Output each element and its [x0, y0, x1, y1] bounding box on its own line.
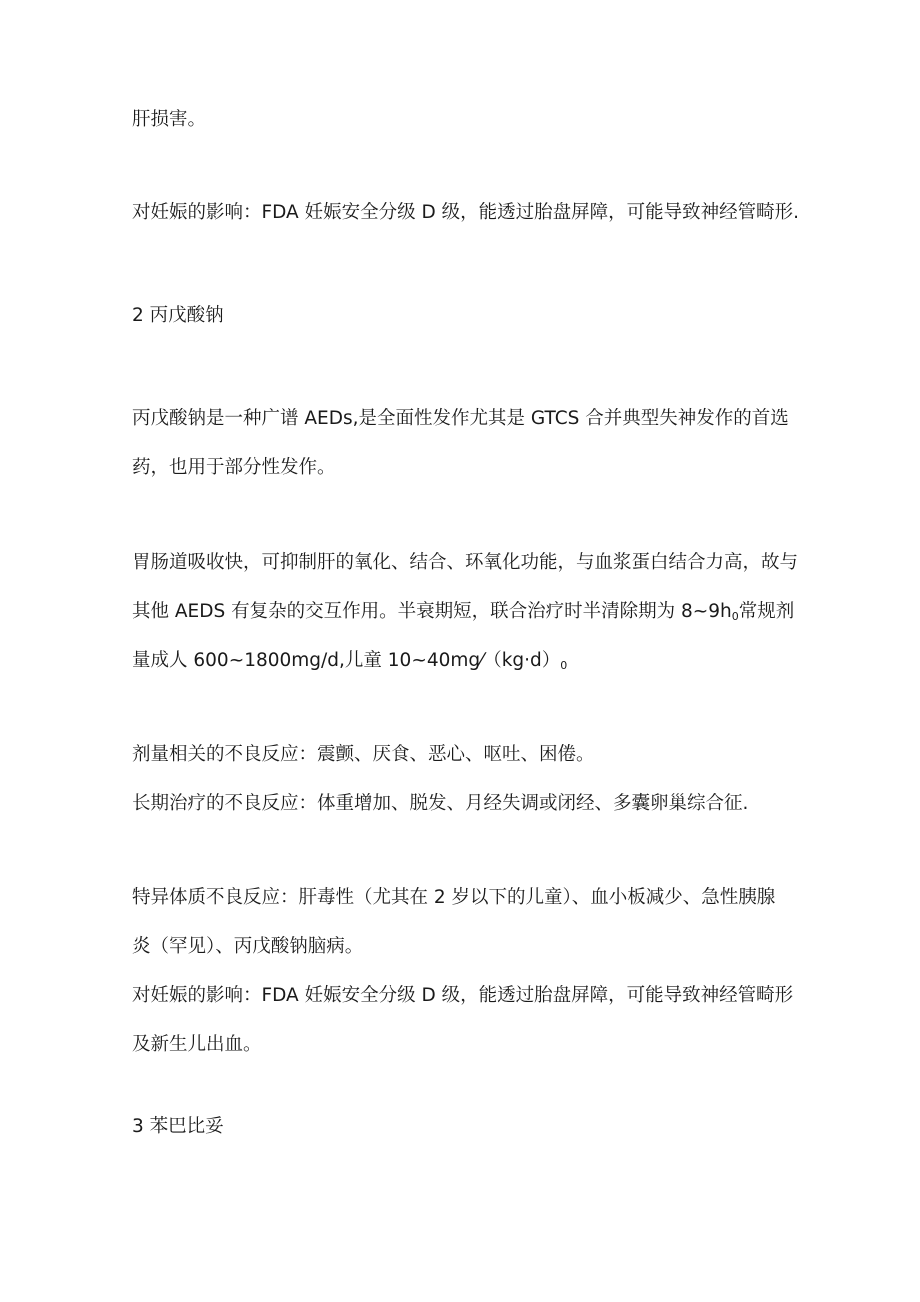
paragraph-line: 长期治疗的不良反应：体重增加、脱发、月经失调或闭经、多囊卵巢综合征.: [132, 793, 749, 814]
paragraph-line: 药，也用于部分性发作。: [132, 457, 336, 478]
paragraph-line: [132, 649, 567, 678]
paragraph-line: 及新生儿出血。: [132, 1034, 262, 1055]
subscript: 0: [560, 659, 568, 672]
subscript: 0: [731, 610, 739, 623]
text-run: 量成人 600~1800mg/d,儿童 10~40mg⁄（kg·d）: [132, 650, 561, 671]
paragraph-line: 对妊娠的影响：FDA 妊娠安全分级 D 级，能透过胎盘屏障，可能导致神经管畸形.: [132, 202, 799, 223]
section-heading: 3 苯巴比妥: [132, 1116, 224, 1137]
text-run: 其他 AEDS 有复杂的交互作用。半衰期短，联合治疗时半清除期为 8~9h: [132, 601, 732, 622]
paragraph-line: 对妊娠的影响：FDA 妊娠安全分级 D 级，能透过胎盘屏障，可能导致神经管畸形: [132, 985, 794, 1006]
paragraph-line: 剂量相关的不良反应：震颤、厌食、恶心、呕吐、困倦。: [132, 744, 595, 765]
paragraph-line: [132, 600, 794, 629]
section-heading: 2 丙戊酸钠: [132, 305, 224, 326]
paragraph-line: 炎（罕见）、丙戊酸钠脑病。: [132, 936, 364, 957]
paragraph-line: 丙戊酸钠是一种广谱 AEDs,是全面性发作尤其是 GTCS 合并典型失神发作的首选: [132, 408, 789, 429]
paragraph-line: 特异体质不良反应：肝毒性（尤其在 2 岁以下的儿童）、血小板减少、急性胰腺: [132, 887, 776, 908]
paragraph-line: 胃肠道吸收快，可抑制肝的氧化、结合、环氧化功能，与血浆蛋白结合力高，故与: [132, 552, 799, 573]
paragraph-line: 肝损害。: [132, 109, 207, 130]
text-run: 常规剂: [738, 601, 795, 622]
